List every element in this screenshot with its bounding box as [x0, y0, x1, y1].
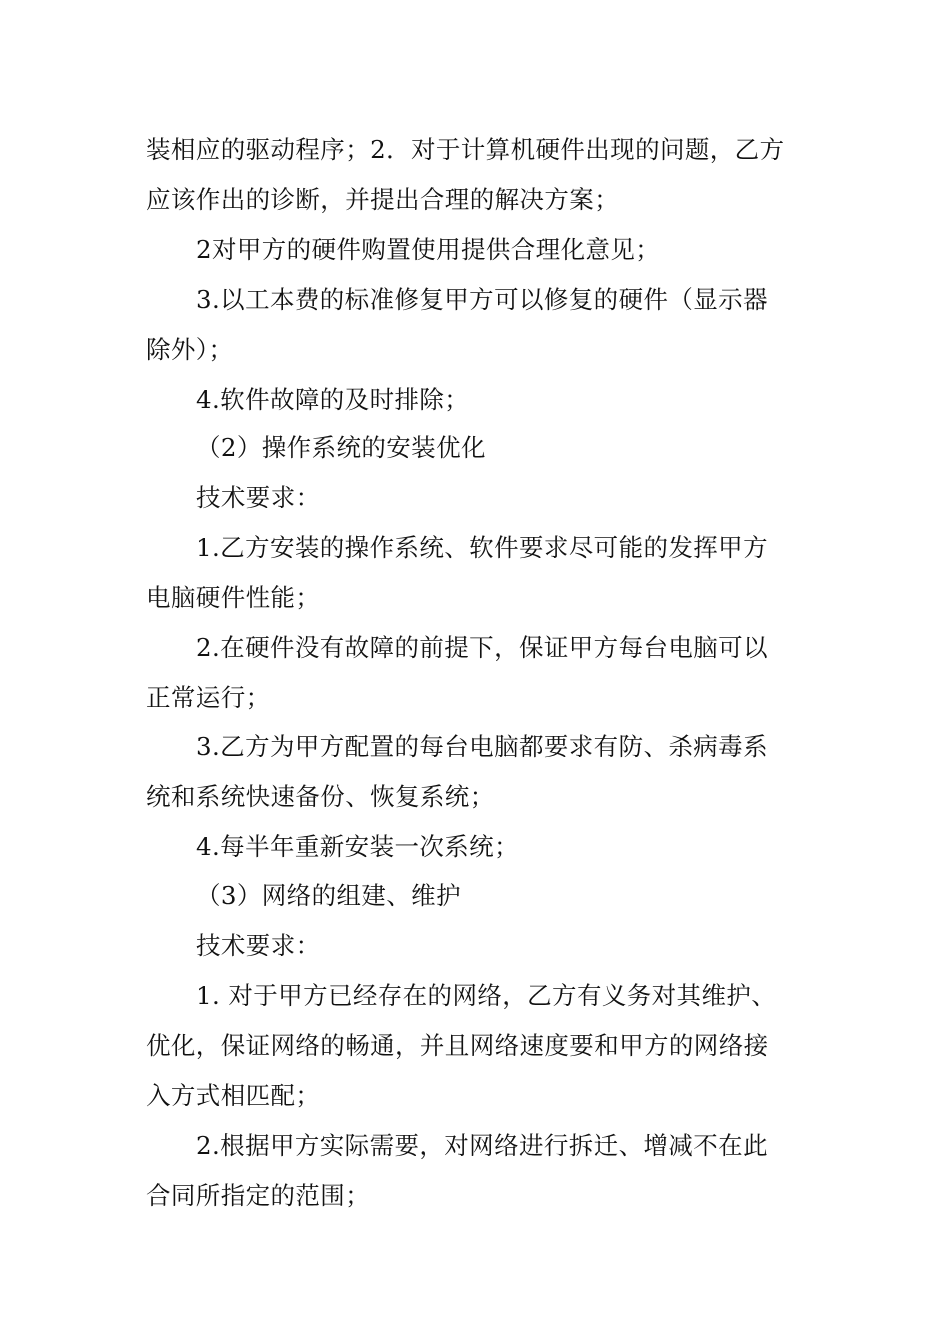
text-line-10: 电脑硬件性能； [146, 583, 321, 612]
text-line-4: 3.以工本费的标准修复甲方可以修复的硬件（显示器 [196, 285, 768, 314]
text-line-3: 2对甲方的硬件购置使用提供合理化意见； [196, 235, 661, 264]
section-heading-2: （2）操作系统的安装优化 [196, 433, 486, 462]
text-line-15: 4.每半年重新安装一次系统； [196, 832, 519, 861]
section-heading-3: （3）网络的组建、维护 [196, 881, 461, 910]
text-line-13: 3.乙方为甲方配置的每台电脑都要求有防、杀病毒系 [196, 732, 768, 761]
text-line-22: 合同所指定的范围； [146, 1181, 371, 1210]
text-line-11: 2.在硬件没有故障的前提下，保证甲方每台电脑可以 [196, 633, 768, 662]
text-line-2: 应该作出的诊断，并提出合理的解决方案； [146, 185, 620, 214]
text-line-17: 技术要求： [196, 931, 321, 960]
text-line-6: 4.软件故障的及时排除； [196, 385, 470, 414]
text-line-12: 正常运行； [146, 683, 271, 712]
text-line-8: 技术要求： [196, 483, 321, 512]
text-line-21: 2.根据甲方实际需要，对网络进行拆迁、增减不在此 [196, 1131, 768, 1160]
text-line-5: 除外）； [146, 335, 234, 364]
text-line-14: 统和系统快速备份、恢复系统； [146, 782, 495, 811]
text-line-9: 1.乙方安装的操作系统、软件要求尽可能的发挥甲方 [196, 533, 768, 562]
text-line-19: 优化，保证网络的畅通，并且网络速度要和甲方的网络接 [146, 1031, 769, 1060]
text-line-20: 入方式相匹配； [146, 1081, 321, 1110]
text-line-18: 1. 对于甲方已经存在的网络，乙方有义务对其维护、 [196, 981, 777, 1010]
text-line-1: 装相应的驱动程序；2．对于计算机硬件出现的问题，乙方 [146, 135, 785, 164]
